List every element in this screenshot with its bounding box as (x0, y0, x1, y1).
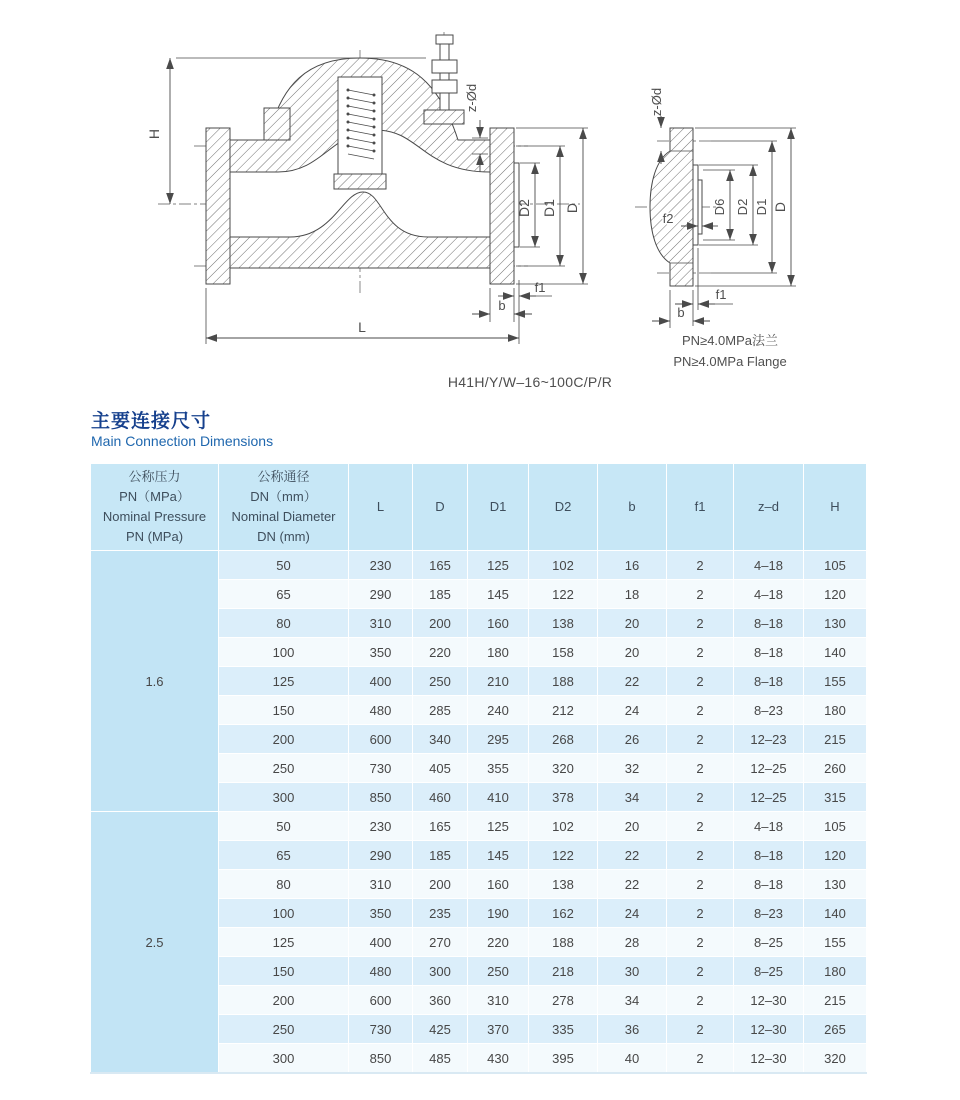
dim-cell: 320 (529, 754, 598, 783)
dim-cell: 155 (804, 667, 867, 696)
dim-cell: 160 (468, 609, 529, 638)
dim-cell: 215 (804, 986, 867, 1015)
dim-cell: 310 (349, 870, 413, 899)
section-title-cn: 主要连接尺寸 (91, 411, 212, 432)
dim-cell: 22 (598, 870, 667, 899)
connection-dimensions-table (90, 463, 867, 1074)
header-D1: D1 (468, 464, 529, 551)
dim-cell: 290 (349, 580, 413, 609)
dim-cell: 120 (804, 841, 867, 870)
dim-cell: 230 (349, 551, 413, 580)
dim-cell: 22 (598, 841, 667, 870)
dn-cell: 300 (219, 1044, 349, 1074)
dim-cell: 8–25 (734, 928, 804, 957)
dim-cell: 188 (529, 667, 598, 696)
dim-cell: 430 (468, 1044, 529, 1074)
dim-cell: 122 (529, 580, 598, 609)
dim-cell: 8–23 (734, 899, 804, 928)
dim-cell: 2 (667, 812, 734, 841)
dim-cell: 138 (529, 870, 598, 899)
flange-caption-en: PN≥4.0MPa Flange (673, 353, 787, 369)
dim-cell: 165 (413, 812, 468, 841)
dim-cell: 24 (598, 696, 667, 725)
dim-cell: 8–25 (734, 957, 804, 986)
dim-cell: 140 (804, 638, 867, 667)
dim-label-zd: z-Ød (649, 87, 664, 117)
valve-model-caption: H41H/Y/W–16~100C/P/R (447, 374, 613, 390)
dim-cell: 210 (468, 667, 529, 696)
dim-cell: 30 (598, 957, 667, 986)
dim-cell: 185 (413, 841, 468, 870)
dim-cell: 2 (667, 870, 734, 899)
dim-cell: 2 (667, 1015, 734, 1044)
flange-caption-cn: PN≥4.0MPa法兰 (682, 333, 778, 348)
dim-cell: 2 (667, 1044, 734, 1074)
header-zd: z–d (734, 464, 804, 551)
dim-cell: 32 (598, 754, 667, 783)
dim-cell: 24 (598, 899, 667, 928)
dim-cell: 28 (598, 928, 667, 957)
dim-cell: 2 (667, 899, 734, 928)
flange-detail-drawing (615, 78, 865, 338)
dim-cell: 250 (413, 667, 468, 696)
dim-cell: 485 (413, 1044, 468, 1074)
dim-label-L: L (358, 319, 366, 335)
dim-cell: 180 (804, 696, 867, 725)
header-diameter (219, 464, 349, 551)
dim-cell: 265 (804, 1015, 867, 1044)
header-D2: D2 (529, 464, 598, 551)
dim-cell: 230 (349, 812, 413, 841)
dim-cell: 20 (598, 609, 667, 638)
dim-cell: 12–23 (734, 725, 804, 754)
dim-cell: 155 (804, 928, 867, 957)
dim-cell: 2 (667, 551, 734, 580)
dn-cell: 250 (219, 1015, 349, 1044)
dim-cell: 2 (667, 928, 734, 957)
dim-cell: 215 (804, 725, 867, 754)
dim-cell: 300 (413, 957, 468, 986)
dim-cell: 600 (349, 986, 413, 1015)
dim-cell: 138 (529, 609, 598, 638)
header-line: PN（MPa） (119, 488, 190, 504)
dim-cell: 2 (667, 609, 734, 638)
dim-cell: 200 (413, 609, 468, 638)
dim-cell: 160 (468, 870, 529, 899)
dim-cell: 102 (529, 551, 598, 580)
dim-cell: 130 (804, 609, 867, 638)
dim-cell: 162 (529, 899, 598, 928)
dim-cell: 2 (667, 638, 734, 667)
dim-label-D2: D2 (735, 198, 750, 216)
dn-cell: 80 (219, 870, 349, 899)
dim-cell: 350 (349, 638, 413, 667)
dim-label-D: D (772, 201, 788, 213)
dim-cell: 2 (667, 986, 734, 1015)
header-line: 公称压力 (128, 468, 181, 484)
dim-cell: 4–18 (734, 551, 804, 580)
dim-label-f1: f1 (534, 280, 546, 295)
dim-label-b: b (498, 298, 506, 313)
header-line: DN (mm) (257, 529, 310, 545)
flange-profile (650, 128, 702, 286)
dim-cell: 188 (529, 928, 598, 957)
dim-cell: 26 (598, 725, 667, 754)
dim-cell: 22 (598, 667, 667, 696)
dim-cell: 2 (667, 957, 734, 986)
dn-cell: 150 (219, 696, 349, 725)
dim-cell: 730 (349, 1015, 413, 1044)
dim-cell: 295 (468, 725, 529, 754)
dim-cell: 235 (413, 899, 468, 928)
dim-cell: 268 (529, 725, 598, 754)
dim-cell: 125 (468, 812, 529, 841)
dim-cell: 40 (598, 1044, 667, 1074)
dim-cell: 102 (529, 812, 598, 841)
dim-cell: 18 (598, 580, 667, 609)
dn-cell: 50 (219, 551, 349, 580)
dim-label-D2: D2 (516, 199, 532, 217)
dim-cell: 2 (667, 725, 734, 754)
header-H: H (804, 464, 867, 551)
dim-cell: 220 (413, 638, 468, 667)
dim-cell: 34 (598, 986, 667, 1015)
dn-cell: 65 (219, 841, 349, 870)
table-row (91, 551, 867, 580)
dim-cell: 600 (349, 725, 413, 754)
dim-cell: 285 (413, 696, 468, 725)
dim-label-b: b (677, 305, 685, 320)
dim-cell: 335 (529, 1015, 598, 1044)
dim-cell: 400 (349, 928, 413, 957)
dim-cell: 212 (529, 696, 598, 725)
dim-cell: 20 (598, 812, 667, 841)
flange-caption (630, 331, 830, 373)
dim-cell: 16 (598, 551, 667, 580)
dim-cell: 410 (468, 783, 529, 812)
section-title-en: Main Connection Dimensions (91, 433, 274, 449)
dim-cell: 145 (468, 841, 529, 870)
dim-cell: 290 (349, 841, 413, 870)
dn-cell: 250 (219, 754, 349, 783)
dim-cell: 350 (349, 899, 413, 928)
header-line: Nominal Diameter (231, 509, 336, 524)
dn-cell: 300 (219, 783, 349, 812)
dim-cell: 2 (667, 580, 734, 609)
dim-cell: 2 (667, 667, 734, 696)
dim-cell: 310 (349, 609, 413, 638)
dim-cell: 12–25 (734, 754, 804, 783)
dim-cell: 218 (529, 957, 598, 986)
dim-cell: 165 (413, 551, 468, 580)
dim-label-zd: z-Ød (464, 83, 479, 113)
dim-cell: 850 (349, 783, 413, 812)
dim-cell: 278 (529, 986, 598, 1015)
dim-label-f2: f2 (662, 211, 674, 226)
dim-cell: 340 (413, 725, 468, 754)
dim-label-D: D (564, 202, 580, 214)
pressure-group-cell: 2.5 (91, 812, 219, 1074)
dim-cell: 240 (468, 696, 529, 725)
dim-cell: 105 (804, 812, 867, 841)
valve-cross-section-drawing (128, 22, 598, 367)
dim-cell: 310 (468, 986, 529, 1015)
bonnet-bolt (424, 35, 464, 124)
dim-cell: 105 (804, 551, 867, 580)
dn-cell: 50 (219, 812, 349, 841)
dim-cell: 120 (804, 580, 867, 609)
dim-cell: 400 (349, 667, 413, 696)
dim-cell: 125 (468, 551, 529, 580)
dim-cell: 480 (349, 957, 413, 986)
dim-cell: 12–25 (734, 783, 804, 812)
dim-cell: 850 (349, 1044, 413, 1074)
dim-cell: 180 (468, 638, 529, 667)
dim-cell: 122 (529, 841, 598, 870)
dn-cell: 80 (219, 609, 349, 638)
dim-cell: 370 (468, 1015, 529, 1044)
dim-label-H: H (146, 128, 162, 140)
header-line: 公称通径 (257, 468, 310, 484)
dn-cell: 200 (219, 725, 349, 754)
dim-cell: 250 (468, 957, 529, 986)
dn-cell: 125 (219, 928, 349, 957)
dim-cell: 8–23 (734, 696, 804, 725)
dim-label-f1: f1 (715, 287, 727, 302)
dim-cell: 190 (468, 899, 529, 928)
dim-cell: 8–18 (734, 841, 804, 870)
dim-cell: 2 (667, 754, 734, 783)
header-L: L (349, 464, 413, 551)
dn-cell: 65 (219, 580, 349, 609)
dim-cell: 8–18 (734, 870, 804, 899)
dim-cell: 405 (413, 754, 468, 783)
header-f1: f1 (667, 464, 734, 551)
dim-cell: 8–18 (734, 638, 804, 667)
dim-cell: 355 (468, 754, 529, 783)
dim-cell: 36 (598, 1015, 667, 1044)
dim-cell: 145 (468, 580, 529, 609)
dim-cell: 12–30 (734, 986, 804, 1015)
dim-cell: 425 (413, 1015, 468, 1044)
dn-cell: 100 (219, 638, 349, 667)
dim-cell: 12–30 (734, 1044, 804, 1074)
dim-label-D1: D1 (541, 199, 557, 217)
dim-cell: 480 (349, 696, 413, 725)
header-line: DN（mm） (250, 488, 317, 504)
dim-cell: 200 (413, 870, 468, 899)
dim-cell: 180 (804, 957, 867, 986)
header-pressure (91, 464, 219, 551)
dim-cell: 360 (413, 986, 468, 1015)
dim-cell: 140 (804, 899, 867, 928)
dim-cell: 158 (529, 638, 598, 667)
dim-label-D6: D6 (712, 198, 727, 216)
dim-cell: 20 (598, 638, 667, 667)
pressure-group-cell: 1.6 (91, 551, 219, 812)
dim-cell: 8–18 (734, 609, 804, 638)
dim-label-D1: D1 (754, 198, 769, 216)
dim-cell: 12–30 (734, 1015, 804, 1044)
header-line: PN (MPa) (125, 529, 184, 545)
dim-cell: 2 (667, 841, 734, 870)
table-header-row (91, 464, 867, 551)
dim-cell: 730 (349, 754, 413, 783)
dim-cell: 8–18 (734, 667, 804, 696)
dim-cell: 270 (413, 928, 468, 957)
dn-cell: 100 (219, 899, 349, 928)
dn-cell: 125 (219, 667, 349, 696)
dim-cell: 34 (598, 783, 667, 812)
dim-cell: 260 (804, 754, 867, 783)
dim-cell: 4–18 (734, 812, 804, 841)
dim-cell: 220 (468, 928, 529, 957)
dim-cell: 460 (413, 783, 468, 812)
header-line: Nominal Pressure (102, 509, 207, 524)
header-D: D (413, 464, 468, 551)
dim-cell: 2 (667, 783, 734, 812)
dn-cell: 150 (219, 957, 349, 986)
dim-cell: 4–18 (734, 580, 804, 609)
table-body (91, 551, 867, 1074)
dim-cell: 130 (804, 870, 867, 899)
header-b: b (598, 464, 667, 551)
table-row (91, 812, 867, 841)
dim-cell: 378 (529, 783, 598, 812)
dim-cell: 185 (413, 580, 468, 609)
dim-cell: 320 (804, 1044, 867, 1074)
dim-cell: 2 (667, 696, 734, 725)
dim-cell: 395 (529, 1044, 598, 1074)
spring-assembly (334, 77, 386, 189)
dn-cell: 200 (219, 986, 349, 1015)
dim-cell: 315 (804, 783, 867, 812)
